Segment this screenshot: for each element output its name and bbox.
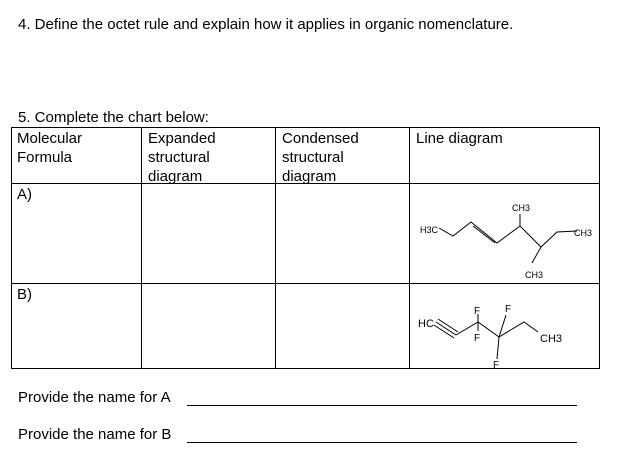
label-f-top-right: F [505, 304, 512, 315]
header-line: Line diagram [416, 130, 503, 147]
label-h3c: H3C [420, 225, 439, 235]
answer-line-b [187, 442, 577, 443]
answer-line-a [187, 405, 577, 406]
header-line-diagram [416, 129, 503, 148]
row-label-a: A) [17, 186, 32, 203]
header-condensed-structural [282, 129, 359, 186]
label-hc: HC [418, 318, 434, 330]
label-f-top-left: F [474, 306, 481, 317]
header-molecular-formula [17, 129, 82, 167]
structure-a-line-diagram [410, 184, 600, 280]
label-f-bottom-left: F [474, 333, 481, 344]
name-prompt-b: Provide the name for B [18, 426, 172, 443]
header-expanded-structural [148, 129, 216, 186]
label-ch3-top: CH3 [512, 203, 531, 213]
question-5-text: 5. Complete the chart below: [18, 109, 209, 126]
question-4-text: 4. Define the octet rule and explain how it applies in organic nomenclature. [18, 16, 514, 33]
header-line: Condensed [282, 130, 359, 147]
name-prompt-a: Provide the name for A [18, 389, 171, 406]
header-line: Molecular [17, 130, 83, 147]
row-label-b: B) [17, 286, 32, 303]
label-ch3-right: CH3 [574, 228, 593, 238]
header-line: structural [282, 149, 344, 166]
header-line: diagram [282, 168, 337, 185]
header-line: structural [148, 149, 210, 166]
structure-b-line-diagram [410, 284, 600, 370]
label-f-bottom-right: F [493, 360, 500, 370]
header-line: Formula [17, 149, 73, 166]
header-line: diagram [148, 168, 203, 185]
label-ch3-end: CH3 [540, 333, 563, 345]
header-line: Expanded [148, 130, 216, 147]
label-ch3-bottom: CH3 [525, 270, 544, 280]
